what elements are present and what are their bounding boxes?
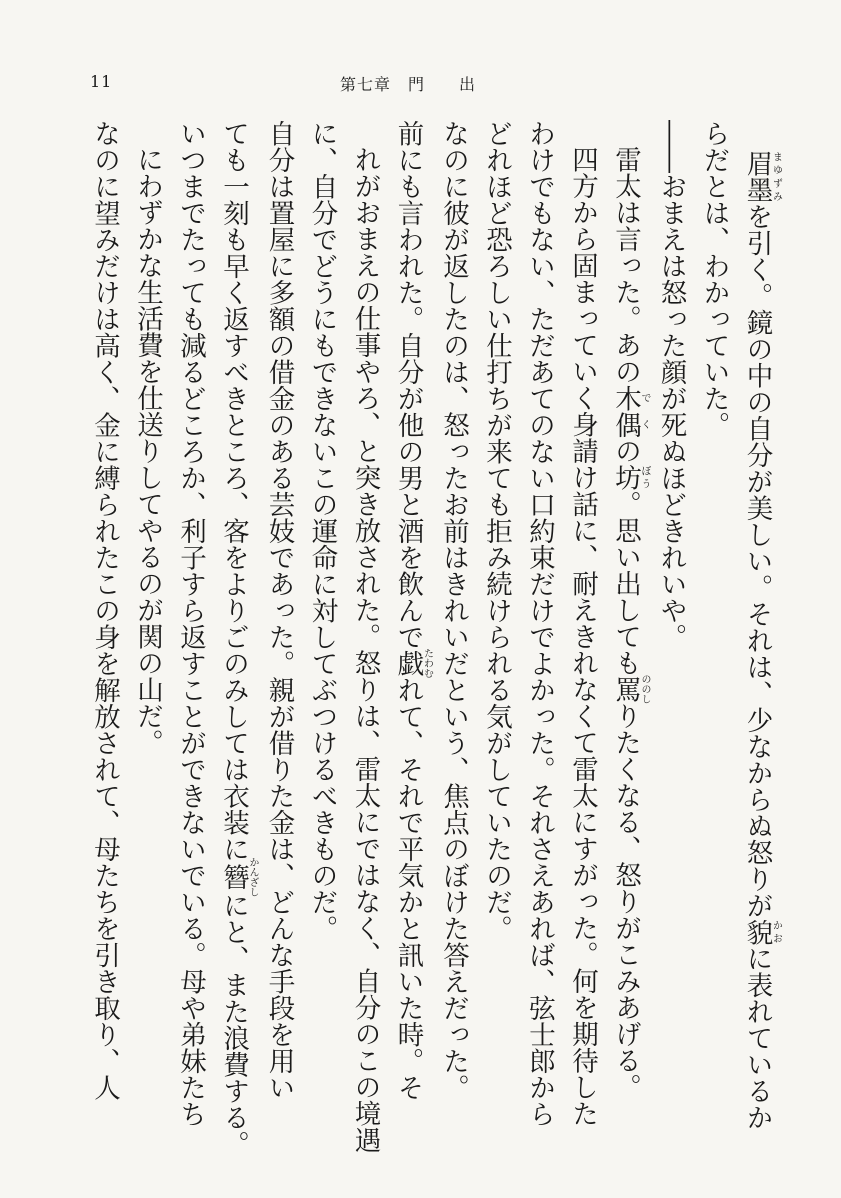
text-line — [344, 120, 387, 1153]
text-line — [475, 120, 518, 1140]
ruby-annotation: 貌かお — [741, 918, 782, 945]
page-number: 11 — [90, 72, 113, 91]
text-segment: 四方から固まっていく身請け話に、耐えきれなくて雷太にすがった。何を期待した — [567, 146, 598, 1127]
text-segment: なのに彼が返したのは、怒ったお前はきれいだという、焦点のぼけた答えだった。 — [438, 120, 469, 1101]
text-segment: 前にも言われた。自分が他の男と酒を飲んで — [392, 120, 424, 650]
text-line — [561, 120, 604, 1140]
text-segment: 自分は置屋に多額の借金のある芸妓であった。親が借りた金は、どんな手段を用い — [263, 120, 295, 1101]
text-segment: ても一刻も早く返すべきところ、客をよりごのみしては衣装に — [218, 120, 249, 862]
text-segment: なのに望みだけは高く、金に縛られたこの身を解放されて、母たちを引き取り、人 — [89, 120, 120, 1101]
text-line — [604, 120, 650, 1140]
text-segment: にと、また浪費する。 — [218, 892, 249, 1157]
text-segment: 。思い出しても — [610, 490, 641, 676]
ruby-annotation: 簪かんざし — [218, 857, 258, 897]
text-segment: りたくなる、怒りがこみあげる。 — [610, 702, 641, 1100]
text-segment: に表れているか — [741, 945, 773, 1131]
text-segment: らだとは、わかっていた。 — [698, 120, 730, 438]
text-line — [736, 120, 782, 1140]
text-segment: れがおまえの仕事やろ、と突き放された。怒りは、雷太にではなく、自分のこの境遇 — [349, 146, 381, 1153]
text-line — [83, 120, 126, 1140]
text-segment: に、自分でどうにもできないこの運命に対してぶつけるべきものだ。 — [306, 120, 338, 942]
text-segment: 雷太は言った。あの — [610, 146, 641, 385]
text-line — [169, 120, 212, 1140]
text-segment: を引く。鏡の中の自分が美しい。それは、少なからぬ怒りが — [741, 203, 773, 919]
text-segment: いつまでたっても減るどころか、利子すら返すことができないでいる。母や弟妹たち — [175, 120, 206, 1127]
text-segment: わけでもない、ただあてのない口約束だけでよかった。それさえあれば、弦士郎から — [524, 120, 555, 1127]
body-text — [81, 120, 782, 1157]
text-segment: の — [610, 437, 641, 464]
text-line — [518, 120, 561, 1140]
text-line — [126, 120, 169, 1140]
text-line — [693, 120, 736, 1140]
text-segment: どれほど恐ろしい仕打ちが来ても拒み続けられる気がしていたのだ。 — [481, 120, 512, 942]
ruby-annotation: 罵ののし — [610, 674, 650, 705]
text-line — [650, 120, 693, 1140]
ruby-annotation: 木偶でく — [610, 384, 650, 438]
text-segment: れて、それで平気かと訊いた時。そ — [392, 676, 424, 1101]
text-line — [387, 120, 433, 1140]
ruby-annotation: 坊ぼう — [610, 464, 650, 491]
text-line — [212, 120, 258, 1157]
ruby-annotation: 戯たわむ — [392, 648, 433, 679]
text-line — [432, 120, 475, 1140]
text-segment: にわずかな生活費を仕送りしてやるのが関の山だ。 — [132, 146, 163, 756]
text-line — [258, 120, 301, 1140]
text-segment: ――おまえは怒った顔が死ぬほどきれいや。 — [655, 120, 687, 650]
text-line — [301, 120, 344, 1140]
ruby-annotation: 眉墨まゆずみ — [741, 150, 782, 203]
chapter-title: 第七章 門 出 — [340, 75, 477, 94]
